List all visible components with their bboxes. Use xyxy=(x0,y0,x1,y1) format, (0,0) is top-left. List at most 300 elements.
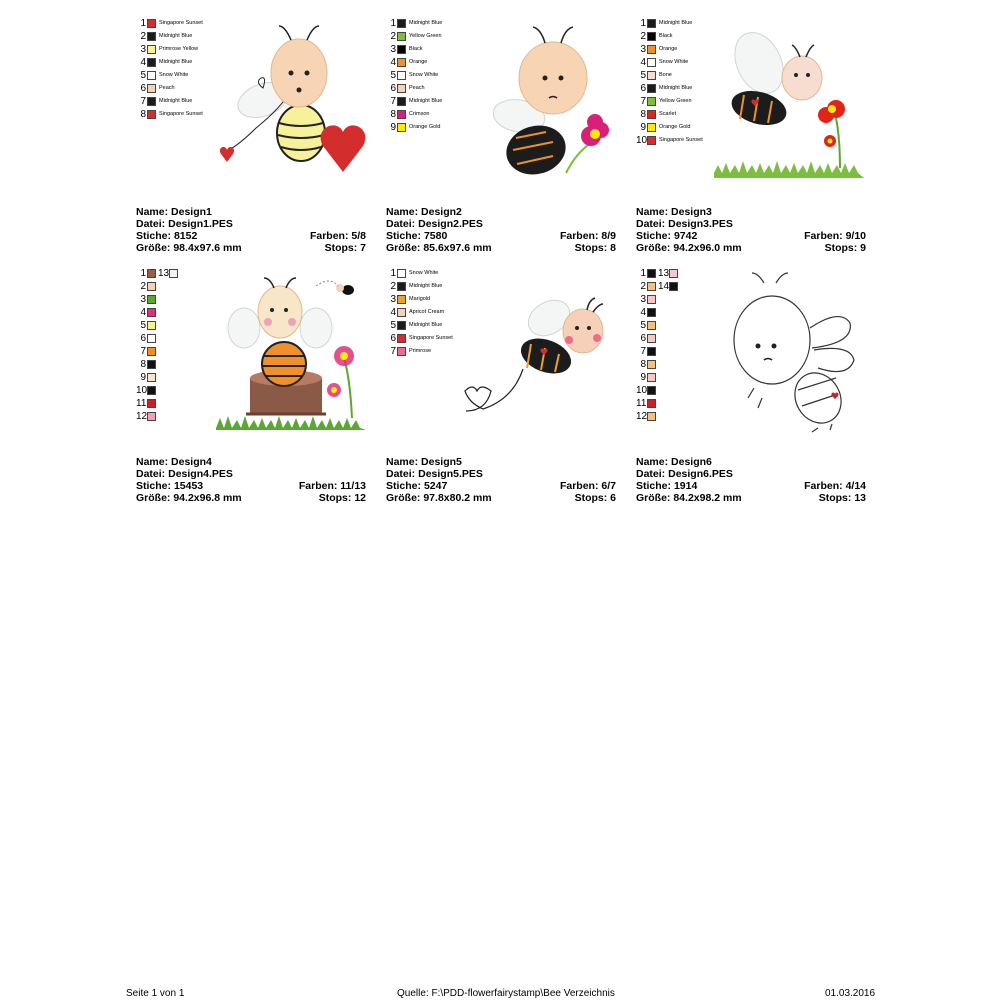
bee-head-icon xyxy=(519,27,587,114)
design-info xyxy=(386,456,616,504)
palette-number: 9 xyxy=(390,122,396,133)
info-value: 94.2x96.0 mm xyxy=(673,242,742,254)
info-label: Stiche: xyxy=(136,230,172,242)
color-swatch xyxy=(397,84,406,93)
thread-name: Yellow Green xyxy=(659,98,692,104)
color-swatch xyxy=(397,32,406,41)
color-swatch xyxy=(147,84,156,93)
info-value: Design4.PES xyxy=(168,468,233,480)
palette-number: 7 xyxy=(140,96,146,107)
color-swatch xyxy=(397,110,406,119)
info-label: Stops: xyxy=(324,242,358,254)
info-label: Stiche: xyxy=(136,480,172,492)
color-swatch xyxy=(397,282,406,291)
color-swatch xyxy=(647,123,656,132)
info-label: Größe: xyxy=(386,492,421,504)
design-3-preview xyxy=(714,23,866,178)
color-swatch xyxy=(669,269,678,278)
color-swatch xyxy=(397,269,406,278)
palette-number: 4 xyxy=(140,307,146,318)
color-swatch xyxy=(147,71,156,80)
palette-number: 4 xyxy=(390,307,396,318)
info-value: 7 xyxy=(360,242,366,254)
palette-number: 13 xyxy=(658,268,670,279)
info-label: Farben: xyxy=(298,480,338,492)
info-right xyxy=(560,230,616,242)
info-value: Design5.PES xyxy=(418,468,483,480)
palette-number: 3 xyxy=(390,44,396,55)
palette-number: 9 xyxy=(640,372,646,383)
color-swatch xyxy=(397,58,406,67)
info-line xyxy=(136,456,366,468)
palette-number: 10 xyxy=(636,135,648,146)
color-swatch xyxy=(397,295,406,304)
palette-number: 2 xyxy=(640,281,646,292)
color-swatch xyxy=(647,347,656,356)
info-line xyxy=(136,242,366,254)
info-value: 94.2x96.8 mm xyxy=(173,492,242,504)
info-value: 9/10 xyxy=(845,230,866,242)
thread-name: Black xyxy=(659,33,673,39)
heart-trail-icon xyxy=(465,369,523,411)
color-swatch xyxy=(147,360,156,369)
palette-number: 7 xyxy=(640,96,646,107)
info-line xyxy=(636,480,866,492)
design-5-preview xyxy=(461,286,616,416)
color-swatch xyxy=(147,321,156,330)
color-swatch xyxy=(397,321,406,330)
info-line xyxy=(136,206,366,218)
flower-icon xyxy=(566,114,609,173)
thread-name: Midnight Blue xyxy=(409,283,443,289)
color-swatch xyxy=(147,412,156,421)
info-line xyxy=(636,206,866,218)
palette-number: 7 xyxy=(390,96,396,107)
info-value: 98.4x97.6 mm xyxy=(173,242,242,254)
info-label: Datei: xyxy=(386,218,416,230)
thread-name: Marigold xyxy=(409,296,431,302)
palette-number: 5 xyxy=(390,320,396,331)
info-label: Farben: xyxy=(804,480,843,492)
info-label: Farben: xyxy=(804,230,843,242)
thread-name: Snow White xyxy=(659,59,689,65)
info-label: Datei: xyxy=(386,468,416,480)
info-value: Design4 xyxy=(171,456,212,468)
info-line xyxy=(136,468,366,480)
thread-name: Apricot Cream xyxy=(409,309,445,315)
thread-name: Singapore Sunset xyxy=(159,111,203,117)
info-label: Größe: xyxy=(636,242,671,254)
thread-name: Midnight Blue xyxy=(659,85,693,91)
palette-number: 2 xyxy=(390,281,396,292)
thread-name: Midnight Blue xyxy=(159,33,193,39)
color-swatch xyxy=(147,347,156,356)
design-card-4 xyxy=(136,268,366,508)
info-value: 13 xyxy=(854,492,866,504)
palette-number: 1 xyxy=(140,18,146,29)
info-value: 12 xyxy=(354,492,366,504)
design-card-1 xyxy=(136,18,366,258)
palette-number: 8 xyxy=(640,359,646,370)
color-swatch xyxy=(147,386,156,395)
thread-name: Orange Gold xyxy=(659,124,691,130)
info-value: Design1 xyxy=(171,206,212,218)
color-swatch xyxy=(397,45,406,54)
info-right xyxy=(825,242,866,254)
color-swatch xyxy=(647,373,656,382)
info-line xyxy=(386,230,616,242)
color-swatch xyxy=(147,32,156,41)
info-right xyxy=(575,242,616,254)
thread-name: Orange Gold xyxy=(409,124,441,130)
info-label: Datei: xyxy=(636,218,666,230)
big-heart-icon xyxy=(321,125,366,172)
palette-number: 8 xyxy=(140,359,146,370)
info-line xyxy=(636,242,866,254)
design-6-preview xyxy=(714,268,866,433)
thread-name: Primrose xyxy=(409,348,432,354)
design-card-3 xyxy=(636,18,866,258)
thread-name: Midnight Blue xyxy=(159,59,193,65)
palette-number: 3 xyxy=(640,44,646,55)
info-line xyxy=(386,492,616,504)
color-swatch xyxy=(169,269,178,278)
palette-number: 7 xyxy=(390,346,396,357)
palette-number: 3 xyxy=(140,294,146,305)
color-swatch xyxy=(647,269,656,278)
info-label: Name: xyxy=(386,456,419,468)
info-label: Stops: xyxy=(318,492,352,504)
bee-head-icon xyxy=(782,45,822,100)
bee-head-icon xyxy=(563,298,603,353)
info-value: 5247 xyxy=(423,480,448,492)
info-right xyxy=(299,480,366,492)
info-value: 9742 xyxy=(673,230,698,242)
flower-icon xyxy=(327,346,354,418)
palette-number: 9 xyxy=(640,122,646,133)
info-label: Stiche: xyxy=(636,230,672,242)
color-swatch xyxy=(397,97,406,106)
thread-name: Midnight Blue xyxy=(409,20,443,26)
thread-name: Midnight Blue xyxy=(409,322,443,328)
bee-head-icon xyxy=(271,26,327,107)
info-value: 8/9 xyxy=(601,230,616,242)
info-value: 84.2x98.2 mm xyxy=(673,492,742,504)
color-swatch xyxy=(397,334,406,343)
color-swatch xyxy=(147,373,156,382)
info-label: Name: xyxy=(136,456,169,468)
color-swatch xyxy=(647,110,656,119)
color-swatch xyxy=(647,334,656,343)
grass-icon xyxy=(216,416,366,430)
thread-name: Midnight Blue xyxy=(659,20,693,26)
info-label: Stiche: xyxy=(386,230,422,242)
info-value: Design1.PES xyxy=(168,218,233,230)
design-info xyxy=(136,206,366,254)
palette-number: 1 xyxy=(390,18,396,29)
info-label: Stops: xyxy=(818,492,852,504)
bee-outline-icon xyxy=(734,273,854,432)
palette-number: 5 xyxy=(140,70,146,81)
info-label: Stiche: xyxy=(636,480,672,492)
bee-head-icon xyxy=(258,278,302,338)
color-swatch xyxy=(147,308,156,317)
info-line xyxy=(136,492,366,504)
palette-number: 2 xyxy=(640,31,646,42)
color-swatch xyxy=(397,71,406,80)
info-value: 7580 xyxy=(423,230,448,242)
info-label: Datei: xyxy=(136,218,166,230)
palette-number: 5 xyxy=(390,70,396,81)
color-swatch xyxy=(147,97,156,106)
palette-number: 1 xyxy=(390,268,396,279)
info-line xyxy=(636,456,866,468)
color-swatch xyxy=(647,321,656,330)
palette-number: 4 xyxy=(390,57,396,68)
palette-number: 1 xyxy=(640,18,646,29)
footer-page: Seite 1 von 1 xyxy=(126,988,185,999)
info-line xyxy=(136,230,366,242)
thread-name: Orange xyxy=(409,59,428,65)
thread-name: Scarlet xyxy=(659,111,677,117)
color-swatch xyxy=(397,123,406,132)
color-swatch xyxy=(647,71,656,80)
info-line xyxy=(136,218,366,230)
palette-number: 8 xyxy=(390,109,396,120)
design-1-preview xyxy=(211,18,366,178)
color-swatch xyxy=(147,295,156,304)
palette-number: 7 xyxy=(640,346,646,357)
heart-icon xyxy=(831,393,838,399)
palette-number: 6 xyxy=(140,333,146,344)
color-swatch xyxy=(647,399,656,408)
thread-name: Primrose Yellow xyxy=(159,46,199,52)
info-value: 11/13 xyxy=(340,480,366,492)
info-value: Design6 xyxy=(671,456,712,468)
thread-name: Snow White xyxy=(409,72,439,78)
info-label: Stops: xyxy=(574,492,608,504)
thread-name: Bone xyxy=(659,72,672,78)
color-swatch xyxy=(147,58,156,67)
design-4-preview xyxy=(216,268,366,430)
tiny-bee-icon xyxy=(316,281,354,295)
palette-number: 8 xyxy=(140,109,146,120)
palette-number: 1 xyxy=(140,268,146,279)
info-right xyxy=(575,492,616,504)
color-swatch xyxy=(147,45,156,54)
palette-number: 6 xyxy=(390,83,396,94)
palette-number: 3 xyxy=(640,294,646,305)
info-line xyxy=(386,218,616,230)
palette-number: 6 xyxy=(640,333,646,344)
info-line xyxy=(636,230,866,242)
thread-name: Singapore Sunset xyxy=(159,20,203,26)
color-swatch xyxy=(647,84,656,93)
info-value: 8152 xyxy=(173,230,198,242)
info-value: 6 xyxy=(610,492,616,504)
info-value: Design2.PES xyxy=(418,218,483,230)
info-right xyxy=(560,480,616,492)
info-right xyxy=(325,242,366,254)
color-swatch xyxy=(669,282,678,291)
thread-name: Singapore Sunset xyxy=(659,137,703,143)
info-line xyxy=(636,218,866,230)
info-label: Stiche: xyxy=(386,480,422,492)
color-swatch xyxy=(647,360,656,369)
bee-body-icon xyxy=(277,105,325,161)
info-line xyxy=(636,492,866,504)
color-swatch xyxy=(397,19,406,28)
palette-number: 4 xyxy=(140,57,146,68)
color-swatch xyxy=(147,269,156,278)
info-value: Design2 xyxy=(421,206,462,218)
info-label: Name: xyxy=(636,456,669,468)
info-value: 5/8 xyxy=(351,230,366,242)
palette-number: 11 xyxy=(636,398,647,409)
thread-name: Midnight Blue xyxy=(159,98,193,104)
color-swatch xyxy=(397,347,406,356)
info-label: Stops: xyxy=(824,242,858,254)
palette-number: 2 xyxy=(390,31,396,42)
palette-number: 3 xyxy=(390,294,396,305)
color-swatch xyxy=(647,412,656,421)
info-label: Größe: xyxy=(136,242,171,254)
palette-number: 1 xyxy=(640,268,646,279)
design-2-preview xyxy=(491,18,616,188)
info-value: Design6.PES xyxy=(668,468,733,480)
info-line xyxy=(136,480,366,492)
design-card-6 xyxy=(636,268,866,508)
info-right xyxy=(319,492,366,504)
info-label: Stops: xyxy=(574,242,608,254)
info-label: Name: xyxy=(136,206,169,218)
info-label: Name: xyxy=(386,206,419,218)
thread-name: Snow White xyxy=(159,72,189,78)
color-swatch xyxy=(647,32,656,41)
palette-number: 7 xyxy=(140,346,146,357)
palette-number: 3 xyxy=(140,44,146,55)
thread-name: Crimson xyxy=(409,111,430,117)
color-swatch xyxy=(397,308,406,317)
info-value: 9 xyxy=(860,242,866,254)
thread-name: Midnight Blue xyxy=(409,98,443,104)
design-card-2 xyxy=(386,18,616,258)
palette-number: 2 xyxy=(140,31,146,42)
palette-number: 6 xyxy=(640,83,646,94)
palette-number: 13 xyxy=(158,268,170,279)
thread-name: Yellow Green xyxy=(409,33,442,39)
color-swatch xyxy=(647,308,656,317)
info-line xyxy=(386,456,616,468)
color-swatch xyxy=(647,58,656,67)
info-label: Größe: xyxy=(636,492,671,504)
info-line xyxy=(636,468,866,480)
info-line xyxy=(386,480,616,492)
color-swatch xyxy=(147,19,156,28)
info-value: Design3.PES xyxy=(668,218,733,230)
palette-number: 4 xyxy=(640,57,646,68)
thread-name: Peach xyxy=(159,85,175,91)
palette-number: 10 xyxy=(136,385,148,396)
info-value: 85.6x97.6 mm xyxy=(423,242,492,254)
design-info xyxy=(636,456,866,504)
info-label: Datei: xyxy=(636,468,666,480)
palette-number: 6 xyxy=(390,333,396,344)
info-label: Farben: xyxy=(309,230,349,242)
footer-source: Quelle: F:\PDD-flowerfairystamp\Bee Verzeichnis xyxy=(397,988,615,999)
info-line xyxy=(386,242,616,254)
thread-name: Singapore Sunset xyxy=(409,335,453,341)
color-swatch xyxy=(647,295,656,304)
thread-name: Orange xyxy=(659,46,678,52)
info-label: Datei: xyxy=(136,468,166,480)
color-swatch xyxy=(647,97,656,106)
color-swatch xyxy=(647,282,656,291)
bee-wing-icon xyxy=(726,25,793,102)
info-value: 4/14 xyxy=(845,480,866,492)
info-label: Farben: xyxy=(559,230,599,242)
info-label: Name: xyxy=(636,206,669,218)
info-value: 15453 xyxy=(173,480,204,492)
color-swatch xyxy=(147,399,156,408)
small-heart-icon xyxy=(220,147,234,162)
palette-number: 5 xyxy=(640,320,646,331)
design-info xyxy=(636,206,866,254)
palette-number: 2 xyxy=(140,281,146,292)
color-swatch xyxy=(147,334,156,343)
info-value: Design5 xyxy=(421,456,462,468)
palette-number: 9 xyxy=(140,372,146,383)
info-value: 97.8x80.2 mm xyxy=(423,492,492,504)
info-label: Größe: xyxy=(136,492,171,504)
footer-date: 01.03.2016 xyxy=(825,988,876,999)
info-right xyxy=(310,230,366,242)
thread-name: Peach xyxy=(409,85,425,91)
palette-number: 14 xyxy=(658,281,670,292)
thread-name: Black xyxy=(409,46,423,52)
color-swatch xyxy=(647,136,656,145)
palette-number: 12 xyxy=(636,411,648,422)
info-label: Größe: xyxy=(386,242,421,254)
bee-body-icon xyxy=(262,342,306,386)
grass-icon xyxy=(714,161,864,178)
design-info xyxy=(136,456,366,504)
palette-number: 12 xyxy=(136,411,148,422)
design-info xyxy=(386,206,616,254)
bee-body-icon xyxy=(728,85,790,130)
palette-number: 11 xyxy=(136,398,147,409)
color-swatch xyxy=(647,19,656,28)
info-line xyxy=(386,206,616,218)
thread-name: Snow White xyxy=(409,270,439,276)
info-label: Farben: xyxy=(559,480,599,492)
info-right xyxy=(804,230,866,242)
info-value: 8 xyxy=(610,242,616,254)
color-swatch xyxy=(147,110,156,119)
info-value: Design3 xyxy=(671,206,712,218)
color-swatch xyxy=(647,45,656,54)
palette-number: 6 xyxy=(140,83,146,94)
palette-number: 4 xyxy=(640,307,646,318)
palette-number: 5 xyxy=(640,70,646,81)
info-value: 1914 xyxy=(673,480,698,492)
palette-number: 8 xyxy=(640,109,646,120)
info-line xyxy=(386,468,616,480)
info-value: 6/7 xyxy=(601,480,616,492)
color-swatch xyxy=(647,386,656,395)
info-right xyxy=(819,492,866,504)
flower-icon xyxy=(818,100,845,168)
